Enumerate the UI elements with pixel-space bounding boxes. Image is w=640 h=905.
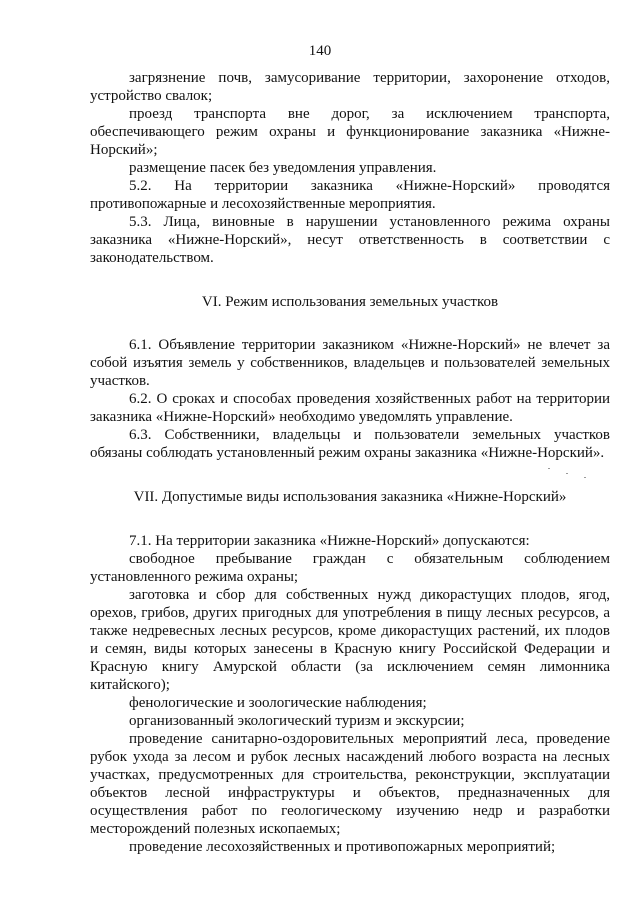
- paragraph: 6.3. Собственники, владельцы и пользователи земельных участков обязаны соблюдать установленный режим охраны заказника «Нижне-Норский».: [90, 427, 610, 461]
- paragraph: проезд транспорта вне дорог, за исключением транспорта, обеспечивающего режим охраны и функционирование заказника «Нижне-Норский»;: [90, 106, 610, 158]
- paragraph: заготовка и сбор для собственных нужд дикорастущих плодов, ягод, орехов, грибов, других пригодных для употребления в пищу лесных ресурсов, а также недревесных лесных ресурсов, кроме дикорастущих растений, их плодов и семян, виды которых занесены в Красную книгу Российской Федерации и Красную книгу Амурской области (за исключением семян лимонника китайского);: [90, 587, 610, 693]
- paragraph: проведение лесохозяйственных и противопожарных мероприятий;: [129, 839, 556, 855]
- spacer: [90, 267, 610, 293]
- paragraph: 7.1. На территории заказника «Нижне-Норский» допускаются:: [129, 533, 530, 549]
- scan-speck: [548, 468, 550, 469]
- paragraph: организованный экологический туризм и экскурсии;: [129, 713, 465, 729]
- section-heading-6: VI. Режим использования земельных участков: [201, 294, 499, 310]
- paragraph: свободное пребывание граждан с обязательным соблюдением установленного режима охраны;: [90, 551, 610, 585]
- paragraph: 5.3. Лица, виновные в нарушении установленного режима охраны заказника «Нижне-Норский», несут ответственность в соответствии с законодательством.: [90, 214, 610, 266]
- spacer: [90, 506, 610, 532]
- spacer: [90, 311, 610, 336]
- paragraph: размещение пасек без уведомления управления.: [129, 160, 437, 176]
- paragraph: 5.2. На территории заказника «Нижне-Норский» проводятся противопожарные и лесохозяйственные мероприятия.: [90, 178, 610, 212]
- scan-speck: [584, 477, 586, 478]
- section-heading-7: VII. Допустимые виды использования заказника «Нижне-Норский»: [133, 489, 567, 505]
- paragraph: загрязнение почв, замусоривание территории, захоронение отходов, устройство свалок;: [90, 70, 610, 104]
- scan-speck: [566, 473, 568, 474]
- paragraph: проведение санитарно-оздоровительных мероприятий леса, проведение рубок ухода за лесом и рубок лесных насаждений любого возраста на лесных участках, предусмотренных для строительства, реконструкции, эксплуатации объектов лесной инфраструктуры и объектов, предназначенных для осуществления работ по геологическому изучению недр и разработки месторождений полезных ископаемых;: [90, 731, 610, 837]
- page-number: 140: [308, 43, 332, 59]
- spacer: [90, 462, 610, 488]
- paragraph: фенологические и зоологические наблюдения;: [129, 695, 427, 711]
- document-body: [90, 69, 610, 856]
- paragraph: 6.2. О сроках и способах проведения хозяйственных работ на территории заказника «Нижне-Норский» необходимо уведомлять управление.: [90, 391, 610, 425]
- paragraph: 6.1. Объявление территории заказником «Нижне-Норский» не влечет за собой изъятия земель у собственников, владельцев и пользователей земельных участков.: [90, 337, 610, 389]
